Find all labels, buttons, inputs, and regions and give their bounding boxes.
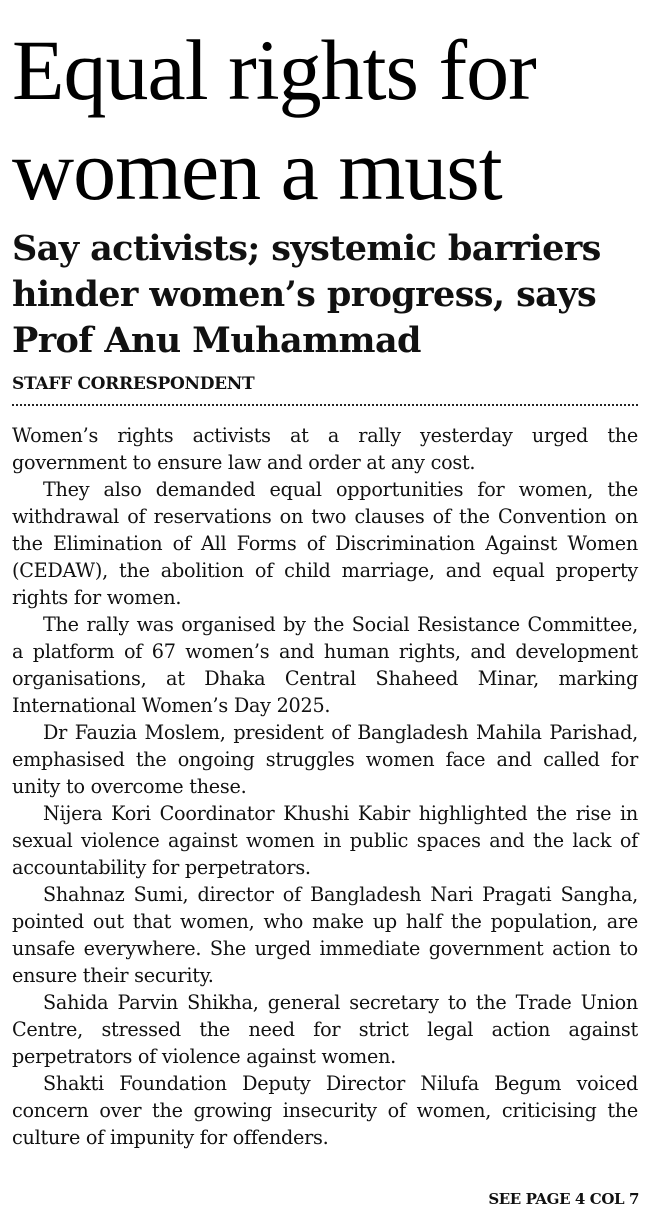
continuation-note: SEE PAGE 4 COL 7 — [488, 1190, 639, 1208]
subheadline: Say activists; systemic barriers hinder women’s progress, says Prof Anu Muhammad — [12, 228, 601, 361]
byline: STAFF CORRESPONDENT — [12, 374, 255, 394]
paragraph-3: The rally was organised by the Social Resistance Committee, a platform of 67 women’s and human rights, and development organisations, at Dhaka Central Shaheed Minar, marking International Women’s Day 2025. — [12, 613, 638, 717]
paragraph-4: Dr Fauzia Moslem, president of Bangladesh Mahila Parishad, emphasised the ongoing struggles women face and called for unity to overcome these. — [12, 721, 638, 798]
paragraph-5: Nijera Kori Coordinator Khushi Kabir highlighted the rise in sexual violence against women in public spaces and the lack of accountability for perpetrators. — [12, 802, 638, 879]
paragraph-7: Sahida Parvin Shikha, general secretary to the Trade Union Centre, stressed the need for strict legal action against perpetrators of violence against women. — [12, 991, 638, 1068]
article-body — [12, 422, 638, 1151]
paragraph-2: They also demanded equal opportunities for women, the withdrawal of reservations on two clauses of the Convention on the Elimination of All Forms of Discrimination Against Women (CEDAW), the abolition of child marriage, and equal property rights for women. — [12, 478, 638, 609]
paragraph-8: Shakti Foundation Deputy Director Nilufa Begum voiced concern over the growing insecurity of women, criticising the culture of impunity for offenders. — [12, 1072, 638, 1149]
headline: Equal rights for women a must — [12, 22, 536, 218]
paragraph-1: Women’s rights activists at a rally yesterday urged the government to ensure law and order at any cost. — [12, 424, 638, 474]
dotted-divider — [12, 404, 638, 406]
news-article — [12, 0, 638, 1151]
paragraph-6: Shahnaz Sumi, director of Bangladesh Nari Pragati Sangha, pointed out that women, who make up half the population, are unsafe everywhere. She urged immediate government action to ensure their security. — [12, 883, 638, 987]
